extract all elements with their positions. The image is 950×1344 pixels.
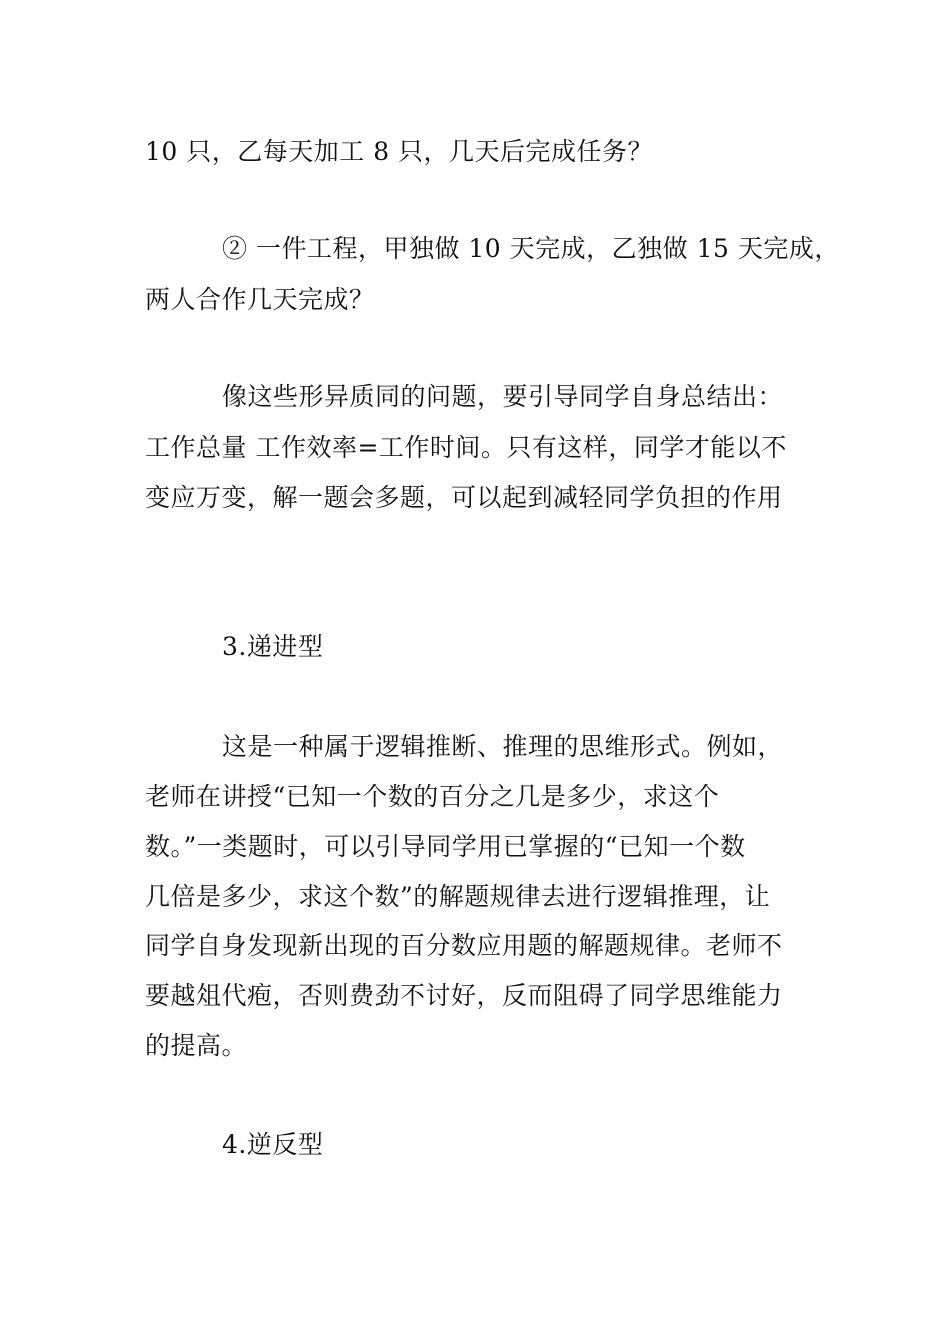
section-heading: 4.逆反型	[222, 1130, 324, 1159]
paragraph-line: 像这些形异质同的问题，要引导同学自身总结出：	[222, 382, 784, 411]
paragraph-line: 变应万变，解一题会多题，可以起到减轻同学负担的作用	[145, 483, 783, 512]
paragraph-line: 两人合作几天完成？	[145, 285, 375, 314]
paragraph-line: 的提高。	[145, 1031, 248, 1060]
paragraph-line: 老师在讲授“已知一个数的百分之几是多少，求这个	[145, 782, 720, 811]
paragraph-line: ② 一件工程，甲独做 10 天完成，乙独做 15 天完成，	[222, 234, 840, 263]
paragraph-line: 同学自身发现新出现的百分数应用题的解题规律。老师不	[145, 931, 783, 960]
paragraph-line: 几倍是多少，求这个数”的解题规律去进行逻辑推理，让	[145, 882, 771, 911]
paragraph-line: 10 只，乙每天加工 8 只，几天后完成任务？	[145, 137, 654, 166]
section-heading: 3.递进型	[222, 632, 324, 661]
paragraph-line: 工作总量 工作效率=工作时间。只有这样，同学才能以不	[145, 433, 787, 462]
paragraph-line: 要越俎代疱，否则费劲不讨好，反而阻碍了同学思维能力	[145, 981, 783, 1010]
paragraph-line: 数。”一类题时，可以引导同学用已掌握的“已知一个数	[145, 832, 746, 861]
paragraph-line: 这是一种属于逻辑推断、推理的思维形式。例如，	[222, 732, 784, 761]
